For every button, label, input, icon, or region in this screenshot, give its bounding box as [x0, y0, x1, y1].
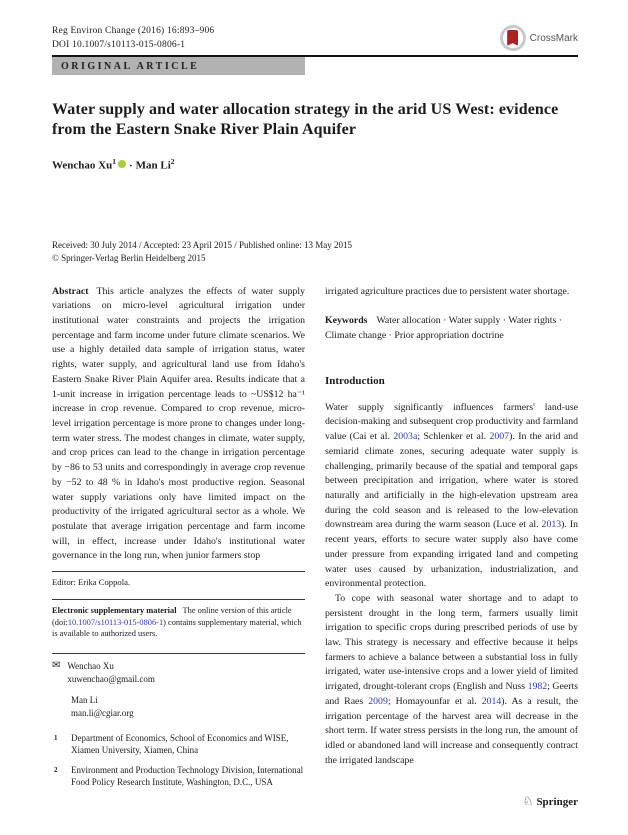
keywords-block: [325, 314, 578, 343]
esm-text: The online version of this article (doi:10.1007/s10113-015-0806-1) contains supplementary material, which is available to authorized users.: [52, 606, 302, 639]
affiliation-2: 2 Environment and Production Technology Division, International Food Policy Research Institute, Washington, D.C., USA: [54, 764, 304, 788]
copyright-line: © Springer-Verlag Berlin Heidelberg 2015: [52, 252, 206, 263]
crossmark-icon: [500, 25, 526, 51]
author-line: [52, 157, 578, 172]
correspondent-name-1: Wenchao Xu: [67, 660, 114, 671]
esm-note: [52, 600, 305, 646]
page-title: Water supply and water allocation strategy in the arid US West: evidence from the Eastern Snake River Plain Aquifer: [52, 101, 559, 138]
two-column-body: [52, 285, 578, 789]
journal-ref: Reg Environ Change (2016) 16:893–906: [52, 26, 215, 36]
abstract: [52, 285, 305, 564]
right-column: [325, 285, 578, 789]
citation-link[interactable]: 2014: [481, 695, 502, 707]
envelope-icon: ✉: [52, 659, 61, 671]
affiliation-1: 1 Department of Economics, School of Economics and WISE, Xiamen University, Xiamen, China: [54, 732, 289, 756]
author-separator: ·: [128, 159, 133, 172]
correspondent-name-2: Man Li: [71, 694, 98, 705]
left-column: [52, 285, 305, 789]
esm-heading: Electronic supplementary material: [52, 606, 177, 616]
abstract-heading: Abstract: [52, 285, 89, 297]
citation-link[interactable]: 1982: [527, 681, 548, 693]
intro-paragraph-2: To cope with seasonal water shortage and to adapt to persistent drought in the long term, farmers usually limit irrigation to specific crops during prescribed periods of use by law. This strategy is necessary and effective because it helps farmers to achieve a balance between a substantial loss in fully irrigated, water use-intensive crops and a lower yield of limited irrigated, drought-tolerant crops (English and Nuss 1982; Geerts and Raes 2009; Homayounfar et al. 2014). As a result, the irrigation percentage of the harvest area will decrease in the short term. If water stress persists in the long run, the amount of idled or abandoned land will increase and consequently contract the irrigated landscape: [325, 592, 578, 766]
author-sup-2: 2: [170, 157, 175, 166]
author-name-2[interactable]: Man Li: [135, 159, 171, 172]
citation-link[interactable]: 2009: [368, 695, 388, 707]
doi-line: DOI 10.1007/s10113-015-0806-1: [52, 40, 186, 50]
correspondent-email-1[interactable]: xuwenchao@gmail.com: [67, 674, 155, 685]
intro-paragraph-1: Water supply significantly influences farmers' land-use decision-making and subsequent crop productivity and farmland value (Cai et al. 2003a; Schlenker et al. 2007). In the arid and semiarid climate zones, securing adequate water supply is challenging, primarily because of the spatial and temporal gaps between precipitation and irrigation, where water is stored naturally and artificially in the high-elevation upstream area during the cold season and is released to the low-elevation downstream area during the warm season (Luce et al. 2013). In recent years, efforts to secure water supply also have come under pressure from expanding irrigated land and competing water uses caused by urbanization, industrialization, and environmental protection.: [325, 401, 579, 590]
keywords-heading: Keywords: [325, 315, 368, 327]
crossmark-bookmark-icon: [507, 30, 518, 46]
crossmark-badge[interactable]: [500, 25, 578, 51]
section-heading-introduction: Introduction: [325, 374, 385, 387]
citation-link[interactable]: 2003a: [393, 431, 418, 443]
keywords-text: Water allocation · Water supply · Water rights · Climate change · Prior appropriation doctrine: [325, 315, 562, 342]
correspondence-block: [52, 654, 305, 720]
publication-dates: [52, 239, 578, 265]
article-type-banner: ORIGINAL ARTICLE: [52, 57, 305, 75]
citation-link[interactable]: 2013: [541, 519, 562, 531]
springer-logo: [523, 794, 578, 809]
author-name-1[interactable]: Wenchao Xu: [52, 159, 113, 172]
abstract-text: This article analyzes the effects of water supply variations on micro-level agricultural irrigation under institutional water constraints and projects the irrigation percentage and farm income under future climate scenarios. We use a highly detailed data sample of irrigation status, water rights, water supply, and agricultural land use from Idaho's Eastern Snake River Plain Aquifer area. Results indicate that a 1-unit increase in irrigation percentage leads to ~US$12 ha⁻¹ increase in crop revenue. Compared to crop revenue, micro-level irrigation percentage is more prone to changes under long-term water stress. The modest changes in climate, water supply, and crop prices can lead to the change in irrigation percentage by −86 to 53 units and correspondingly in average crop revenue by −52 to 48 % in Idaho's most productive region. Seasonal water supply variations only have limited impact on the productivity of the irrigated agricultural sector as a whole. We postulate that average irrigation percentage and farm income will, in effect, increase under Idaho's institutional water governance in the long run, when junior farmers stop: [52, 285, 305, 562]
citation-link[interactable]: 2007: [489, 431, 510, 443]
orcid-icon[interactable]: [118, 160, 126, 168]
springer-label: Springer: [536, 795, 578, 808]
editor-note: Editor: Erika Coppola.: [52, 577, 131, 588]
abstract-continued: irrigated agriculture practices due to persistent water shortage.: [325, 285, 570, 297]
affiliations-block: [52, 732, 305, 789]
correspondent-email-2[interactable]: man.li@cgiar.org: [71, 708, 134, 719]
springer-horse-icon: ♘: [522, 794, 534, 808]
author-sup-1: 1: [112, 157, 116, 166]
crossmark-label: CrossMark: [529, 32, 578, 44]
citation-link[interactable]: 10.1007/s10113-015-0806-1: [67, 617, 164, 627]
page-header: [52, 24, 578, 52]
received-line: Received: 30 July 2014 / Accepted: 23 April 2015 / Published online: 13 May 2015: [52, 239, 352, 250]
